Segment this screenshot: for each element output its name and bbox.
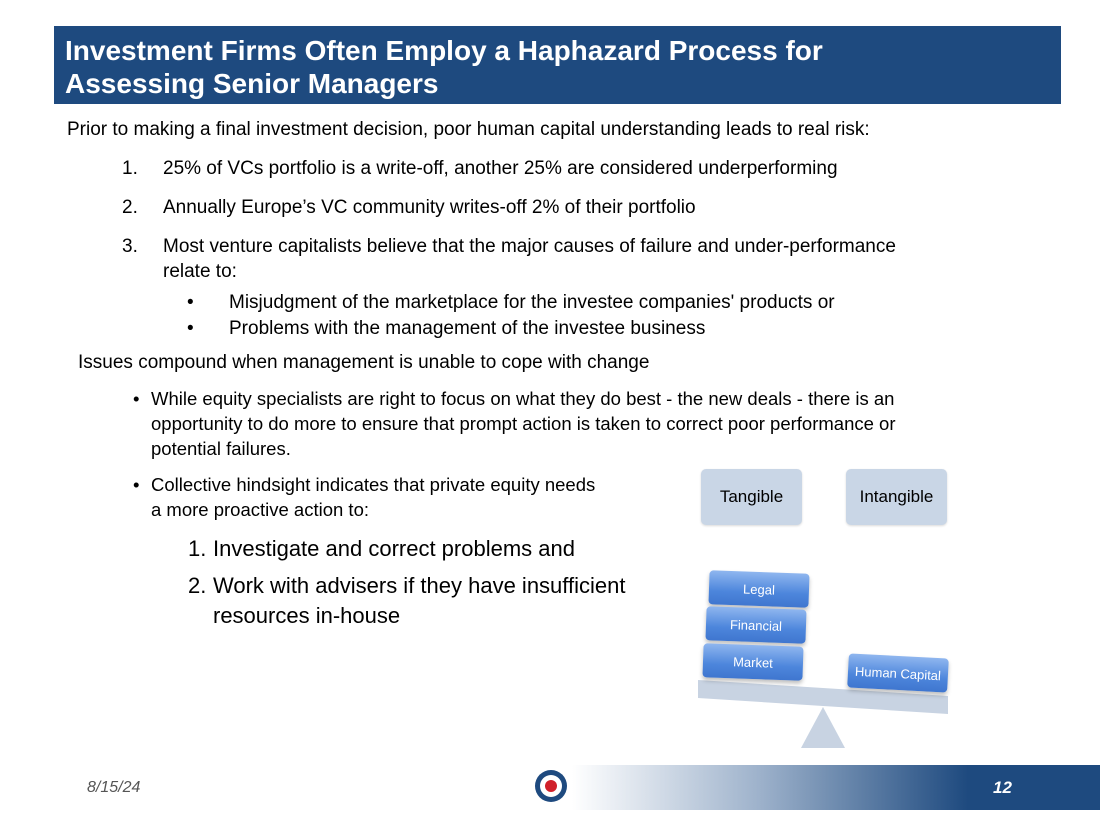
roundel-center	[545, 780, 557, 792]
title-bar	[54, 26, 1061, 104]
slide-title-line2: Assessing Senior Managers	[65, 68, 439, 99]
block-label: Human Capital	[854, 663, 942, 683]
block-human-capital	[847, 653, 949, 692]
bullet-text: While equity specialists are right to focus on what they do best - the new deals - there is an	[151, 388, 895, 409]
page-number: 12	[993, 778, 1012, 797]
list-item-text: 25% of VCs portfolio is a write-off, another 25% are considered underperforming	[163, 158, 838, 179]
intro-text: Prior to making a final investment decision, poor human capital understanding leads to real risk:	[67, 119, 870, 140]
slide-title-line1: Investment Firms Often Employ a Haphazard Process for	[65, 35, 823, 66]
scale-fulcrum	[801, 707, 845, 748]
sub-bullet-text: Misjudgment of the marketplace for the investee companies' products or	[229, 292, 835, 313]
sub-bullet-text: Problems with the management of the investee business	[229, 318, 706, 339]
action-text: resources in-house	[213, 603, 401, 628]
footer-band	[572, 765, 1100, 810]
footer-date: 8/15/24	[87, 779, 141, 796]
list-item-text: Annually Europe’s VC community writes-off 2% of their portfolio	[163, 197, 696, 218]
list-number: 2.	[122, 197, 138, 218]
action-text: Investigate and correct problems and	[213, 536, 575, 561]
block-market	[702, 643, 803, 680]
block-label: Market	[732, 653, 774, 671]
bullet-text: potential failures.	[151, 438, 291, 459]
block-label: Legal	[742, 580, 776, 598]
intangible-label: Intangible	[859, 487, 934, 506]
action-number: 1.	[188, 536, 207, 561]
block-label: Financial	[729, 616, 783, 634]
bullet-marker: •	[133, 474, 140, 495]
bullet-text: a more proactive action to:	[151, 499, 369, 520]
bullet-text: opportunity to do more to ensure that prompt action is taken to correct poor performance or	[151, 413, 896, 434]
tangible-box	[701, 469, 802, 525]
bullet-marker: •	[133, 388, 140, 409]
bullet-marker: •	[187, 292, 194, 313]
list-item-text: relate to:	[163, 261, 237, 282]
bullet-marker: •	[187, 318, 194, 339]
list-item-text: Most venture capitalists believe that the major causes of failure and under-performance	[163, 236, 896, 257]
list-number: 3.	[122, 236, 138, 257]
section-heading: Issues compound when management is unable to cope with change	[78, 352, 650, 373]
list-number: 1.	[122, 158, 138, 179]
block-financial	[705, 606, 806, 643]
action-text: Work with advisers if they have insufficient	[213, 573, 626, 598]
bullet-text: Collective hindsight indicates that private equity needs	[151, 474, 596, 495]
tangible-label: Tangible	[719, 487, 784, 506]
roundel-logo	[534, 769, 568, 803]
block-legal	[708, 570, 809, 607]
intangible-box	[846, 469, 947, 525]
action-number: 2.	[188, 573, 207, 598]
